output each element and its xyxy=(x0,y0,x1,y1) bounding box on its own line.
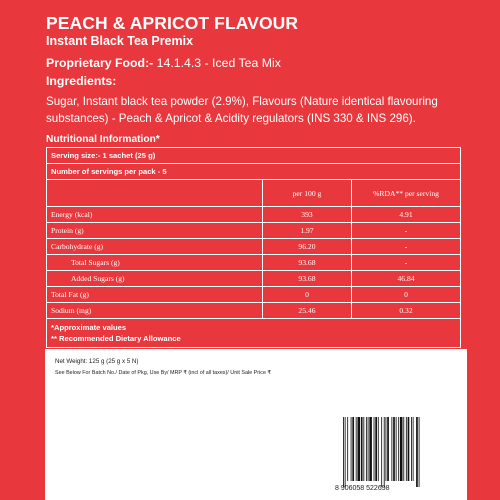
per100-value: 93.68 xyxy=(262,255,351,271)
header-blank-cell xyxy=(47,180,263,207)
per100-value: 25.46 xyxy=(262,303,351,319)
barcode-bar xyxy=(343,417,344,487)
barcode-bar xyxy=(352,417,354,481)
serving-size: Serving size:- 1 sachet (25 g) xyxy=(47,148,461,164)
batch-info: See Below For Batch No./ Date of Pkg, Use By/ MRP ₹ (incl of all taxes)/ Unit Sale Price ₹ xyxy=(55,370,271,376)
rda-value: 0.32 xyxy=(352,303,461,319)
ingredients-text: Sugar, Instant black tea powder (2.9%), Flavours (Nature identical flavouring substances) - Peach & Apricot & Acidity regulators (INS 330 & INS 296). xyxy=(46,95,438,125)
per100-value: 93.68 xyxy=(262,271,351,287)
footnote-rda: ** Recommended Dietary Allowance xyxy=(51,334,181,343)
barcode-bar xyxy=(381,417,382,487)
servings-per-pack: Number of servings per pack - 5 xyxy=(47,164,461,180)
col-rda: %RDA** per serving xyxy=(352,180,461,207)
table-row xyxy=(47,271,461,287)
per100-value: 1.97 xyxy=(262,223,351,239)
barcode-bar xyxy=(400,417,403,481)
product-title: PEACH & APRICOT FLAVOUR xyxy=(46,13,299,33)
rda-value: 46.84 xyxy=(352,271,461,287)
barcode-bar xyxy=(366,417,367,481)
barcode-bar xyxy=(387,417,389,481)
nutrient-name: Carbohydrate (g) xyxy=(47,239,263,255)
barcode-bar xyxy=(374,417,375,481)
rda-value: - xyxy=(352,223,461,239)
barcode-bar xyxy=(368,417,369,481)
rda-value: - xyxy=(352,255,461,271)
table-row xyxy=(47,287,461,303)
barcode-bar xyxy=(357,417,360,481)
rda-value: - xyxy=(352,239,461,255)
nutrient-name: Total Fat (g) xyxy=(47,287,263,303)
nutrient-name: Energy (kcal) xyxy=(47,207,263,223)
col-per-100g: per 100 g xyxy=(262,180,351,207)
barcode-bar xyxy=(419,417,420,487)
barcode-bar xyxy=(411,417,412,481)
nutrient-name: Total Sugars (g) xyxy=(47,255,263,271)
table-row xyxy=(47,223,461,239)
table-row xyxy=(47,303,461,319)
net-weight: Net Weight: 125 g (25 g x 5 N) xyxy=(55,358,139,365)
proprietary-food xyxy=(46,56,281,70)
table-footnotes xyxy=(47,319,461,348)
per100-value: 0 xyxy=(262,287,351,303)
rda-value: 0 xyxy=(352,287,461,303)
barcode-bar xyxy=(369,417,372,481)
barcode-bar xyxy=(391,417,392,481)
barcode-bar xyxy=(347,417,348,481)
footnote-approximate: *Approximate values xyxy=(51,323,127,332)
barcode-bar xyxy=(408,417,410,481)
per100-value: 393 xyxy=(262,207,351,223)
nutrition-table xyxy=(46,147,461,348)
barcode-bar xyxy=(398,417,399,481)
barcode-bar xyxy=(386,417,387,481)
barcode-bar xyxy=(378,417,379,481)
nutrition-heading: Nutritional Information* xyxy=(46,134,160,145)
barcode-bar xyxy=(384,417,385,487)
ingredients-heading: Ingredients: xyxy=(46,74,117,88)
product-subtitle: Instant Black Tea Premix xyxy=(46,34,194,48)
label-panel xyxy=(45,349,467,500)
proprietary-food-value: 14.1.4.3 - Iced Tea Mix xyxy=(153,56,281,70)
per100-value: 96.20 xyxy=(262,239,351,255)
table-row xyxy=(47,207,461,223)
barcode-bar xyxy=(413,417,414,481)
barcode-bar xyxy=(416,417,418,487)
barcode-bar xyxy=(406,417,407,481)
nutrient-name: Added Sugars (g) xyxy=(47,271,263,287)
barcode-bar xyxy=(351,417,352,481)
barcode-bar xyxy=(396,417,397,481)
barcode-image xyxy=(335,415,459,493)
barcode-bar xyxy=(345,417,346,487)
barcode-bar xyxy=(356,417,357,481)
proprietary-food-label: Proprietary Food:- xyxy=(46,56,154,70)
barcode-bar xyxy=(375,417,377,481)
rda-value: 4.91 xyxy=(352,207,461,223)
table-row xyxy=(47,255,461,271)
nutrient-name: Sodium (mg) xyxy=(47,303,263,319)
table-row xyxy=(47,239,461,255)
barcode-number: 8 906058 522698 xyxy=(335,485,390,492)
barcode-bar xyxy=(363,417,364,481)
nutrient-name: Protein (g) xyxy=(47,223,263,239)
barcode-bar xyxy=(361,417,363,481)
barcode-bar xyxy=(403,417,404,481)
barcode-bar xyxy=(393,417,395,481)
